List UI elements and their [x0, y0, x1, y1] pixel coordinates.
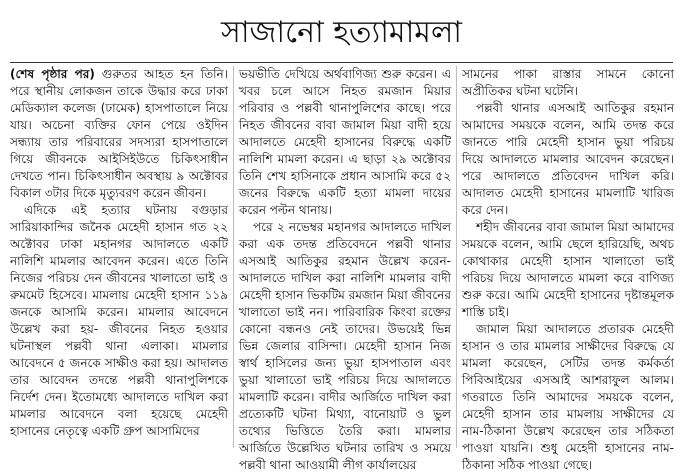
- article-paragraph: পল্লবী থানার এসআই আতিকুর রহমান আমাদের সময়কে বলেন, আমি তদন্ত করে জানতে পারি মেহেদী হাসান ভুয়া পরিচয় দিয়ে আদালতে মামলার আবেদন করেছেন। পরে আদালতে প্রতিবেদন দাখিল করি। আদালত মেহেদী হাসানের মামলাটি খারিজ করে দেন।: [462, 101, 674, 217]
- article-column-2: [239, 66, 451, 472]
- article-paragraph: [10, 66, 228, 202]
- column-divider: [233, 66, 234, 448]
- article-column-3: [462, 66, 674, 472]
- article-paragraph: পরে ২ নভেম্বর মহানগর আদালতে দাখিল করা এক তদন্ত প্রতিবেদনে পল্লবী থানার এসআই আতিকুর রহমান উল্লেখ করেন- আদালতে দাখিল করা নালিশি মামলার বাদী মেহেদী হাসান ভিকটিম রমজান মিয়া জীবনের খালাতো ভাই নন। পারিবারিক কিংবা রক্তের কোনো বন্ধনও নেই তাদের। উভয়েই ভিন্ন ভিন্ন জেলার বাসিন্দা। মেহেদী হাসান নিজ স্বার্থ হাসিলের জন্য ভুয়া হাসপাতাল এবং ভুয়া খালাতো ভাই পরিচয় দিয়ে আদালতে মামলাটি করেন। বাদীর আর্জিতে দাখিল করা প্রত্যেকটি ঘটনা মিথ্যা, বানোয়াট ও ভুল তথ্যের ভিত্তিতে তৈরি করা। মামলার আর্জিতে উল্লেখিত ঘটনার তারিখ ও সময়ে পল্লবী থানা আওয়ামী লীগ কার্যালয়ের: [239, 220, 451, 472]
- article-paragraph: ভয়ভীতি দেখিয়ে অর্থবাণিজ্য শুরু করেন। এ খবর চলে আসে নিহত রমজান মিয়ার পরিবার ও পল্লবী থানাপুলিশের কাছে। পরে নিহত জীবনের বাবা জামাল মিয়া বাদী হয়ে আদালতে মেহেদী হাসানের বিরুদ্ধে একটি নালিশি মামলা করেন। এ ছাড়া ২৯ অক্টোবর তিনি শেখ হাসিনাকে প্রধান আসামি করে ৫২ জনের বিরুদ্ধে একটি হত্যা মামলা দায়ের করেন পল্টন থানায়।: [239, 67, 451, 217]
- article-paragraph: জামাল মিয়া আদালতে প্রতারক মেহেদী হাসান ও তার মামলার সাক্ষীদের বিরুদ্ধে যে মামলা করেছেন, সেটির তদন্ত কর্মকর্তা পিবিআইয়ের এসআই আশরাফুল আলম। গতরাতে তিনি আমাদের সময়কে বলেন, মেহেদী হাসান তার মামলায় সাক্ষীদের যে নাম-ঠিকানা উল্লেখ করেছেন তার সঠিকতা পাওয়া যায়নি। শুধু মেহেদী হাসানের নাম-ঠিকানা সঠিক পাওয়া গেছে।: [462, 322, 674, 472]
- column-divider: [456, 66, 457, 448]
- article-paragraph: এদিকে এই হত্যার ঘটনায় বগুড়ার সারিয়াকান্দির জনৈক মেহেদী হাসান গত ২২ অক্টোবর ঢাকা মহানগর আদালতে একটি নালিশি মামলার আবেদন করেন। এতে তিনি নিজের পরিচয় দেন জীবনের খালাতো ভাই ও রুমমেট হিসেবে। মামলায় মেহেদী হাসান ১১৯ জনকে আসামি করেন। মামলার আবেদনে উল্লেখ করা হয়- জীবনের নিহত হওয়ার ঘটনাস্থল পল্লবী থানা এলাকা। মামলার আবেদনে ৫ জনকে সাক্ষীও করা হয়। আদালত তার আবেদন তদন্তে পল্লবী থানাপুলিশকে নির্দেশ দেন। ইতোমধ্যে আদালতে দাখিল করা মামলার আবেদনে বলা হয়েছে মেহেদী হাসানের নেতৃত্বে একটি গ্রুপ আসামিদের: [10, 203, 228, 438]
- article-paragraph: সামনের পাকা রাস্তার সামনে কোনো অপ্রীতিকর ঘটনা ঘটেনি।: [462, 67, 674, 98]
- paragraph-text: গুরুতর আহত হন তিনি। পরে স্থানীয় লোকজন তাকে উদ্ধার করে ঢাকা মেডিক্যাল কলেজ (ঢামেক) হাসপাতালে নিয়ে যায়। অচেনা ব্যক্তির ফোন পেয়ে ওইদিন সন্ধ্যায় তার পরিবারের সদস্যরা হাসপাতালে গিয়ে জীবনকে আইসিইউতে চিকিৎসাধীন দেখতে পান। চিকিৎসাধীন অবস্থায় ৯ অক্টোবর বিকাল ৩টার দিকে মৃত্যুবরণ করেন জীবন।: [10, 67, 228, 200]
- continuation-tag: (শেষ পৃষ্ঠার পর): [10, 67, 95, 81]
- article-paragraph: শহীদ জীবনের বাবা জামাল মিয়া আমাদের সময়কে বলেন, আমি ছেলে হারিয়েছি, অথচ কোথাকার মেহেদী হাসান খালাতো ভাই পরিচয় দিয়ে আদালতে মামলা করে বাণিজ্য শুরু করে। আমি মেহেদী হাসানের দৃষ্টান্তমূলক শাস্তি চাই।: [462, 220, 674, 319]
- headline-rule: [10, 62, 673, 63]
- article-column-1: [10, 66, 228, 448]
- headline: সাজানো হত্যামামলা: [221, 15, 462, 50]
